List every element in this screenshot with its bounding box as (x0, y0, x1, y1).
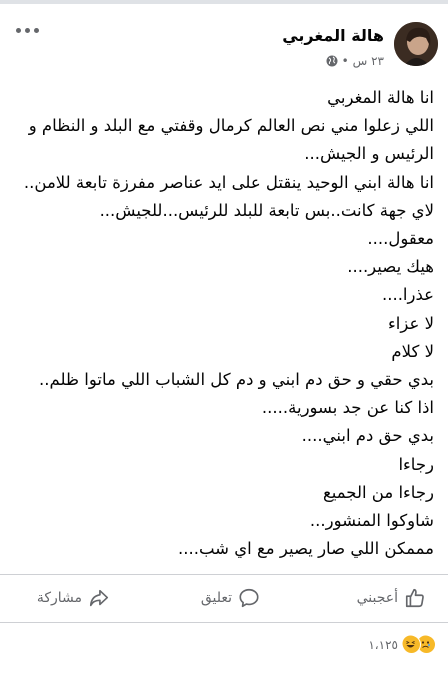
divider (0, 622, 448, 623)
like-label: أعجبني (356, 590, 398, 606)
post-line: الرئيس و الجيش... (304, 144, 434, 164)
post-line: انا هالة ابني الوحيد ينقتل على ايد عناصر مفرزة تابعة للامن.. (23, 172, 434, 192)
post-line: رجاءا (398, 454, 434, 474)
post-line: لا عزاء (388, 313, 434, 333)
haha-reaction-icon (402, 635, 421, 654)
comment-button[interactable] (201, 575, 260, 621)
reactions-summary[interactable] (368, 635, 436, 654)
post-line: بدي حق دم ابني.... (301, 426, 434, 446)
share-arrow-icon (88, 587, 110, 609)
dot-icon (34, 28, 39, 33)
comment-icon (238, 587, 260, 609)
dot-icon (16, 28, 21, 33)
dot-icon (25, 28, 30, 33)
post-text (18, 84, 434, 563)
meta-separator: • (341, 54, 349, 68)
avatar[interactable] (394, 22, 438, 66)
post-header (0, 4, 448, 78)
comment-label: تعليق (200, 590, 232, 606)
post-line: لاي جهة كانت..بس تابعة للبلد للرئيس...للجيش... (99, 200, 434, 220)
post-line: شاوكوا المنشور... (309, 511, 434, 531)
action-bar (0, 575, 448, 621)
post-line: انا هالة المغربي (327, 88, 434, 107)
post-line: بدي حقي و حق دم ابني و دم كل الشباب اللي ماتوا ظلم.. (38, 370, 434, 390)
post-line: لا كلام (391, 341, 434, 361)
post-line: اللي زعلوا مني نص العالم كرمال وقفتي مع البلد و النظام و (28, 116, 434, 136)
post-line: اذا كنا عن جد بسورية..... (261, 398, 434, 418)
avatar-image (394, 22, 438, 66)
author-name[interactable]: هالة المغربي (282, 26, 384, 45)
more-options-button[interactable] (16, 28, 39, 33)
globe-icon (326, 55, 338, 67)
thumbs-up-icon (404, 587, 426, 609)
post-line: معقول.... (367, 229, 434, 249)
reaction-icons (402, 635, 436, 654)
post-time[interactable]: ٢٣ س (352, 54, 384, 68)
share-label: مشاركة (36, 590, 82, 606)
reaction-count: ١،١٢٥ (368, 637, 398, 652)
post-line: رجاءا من الجميع (323, 482, 434, 502)
post-meta (326, 54, 384, 68)
like-button[interactable] (357, 575, 426, 621)
post-line: مممكن اللي صار يصير مع اي شب.... (178, 539, 434, 559)
post-line: هيك يصير.... (347, 257, 434, 277)
share-button[interactable] (37, 575, 110, 621)
post-line: عذرا.... (381, 285, 434, 305)
